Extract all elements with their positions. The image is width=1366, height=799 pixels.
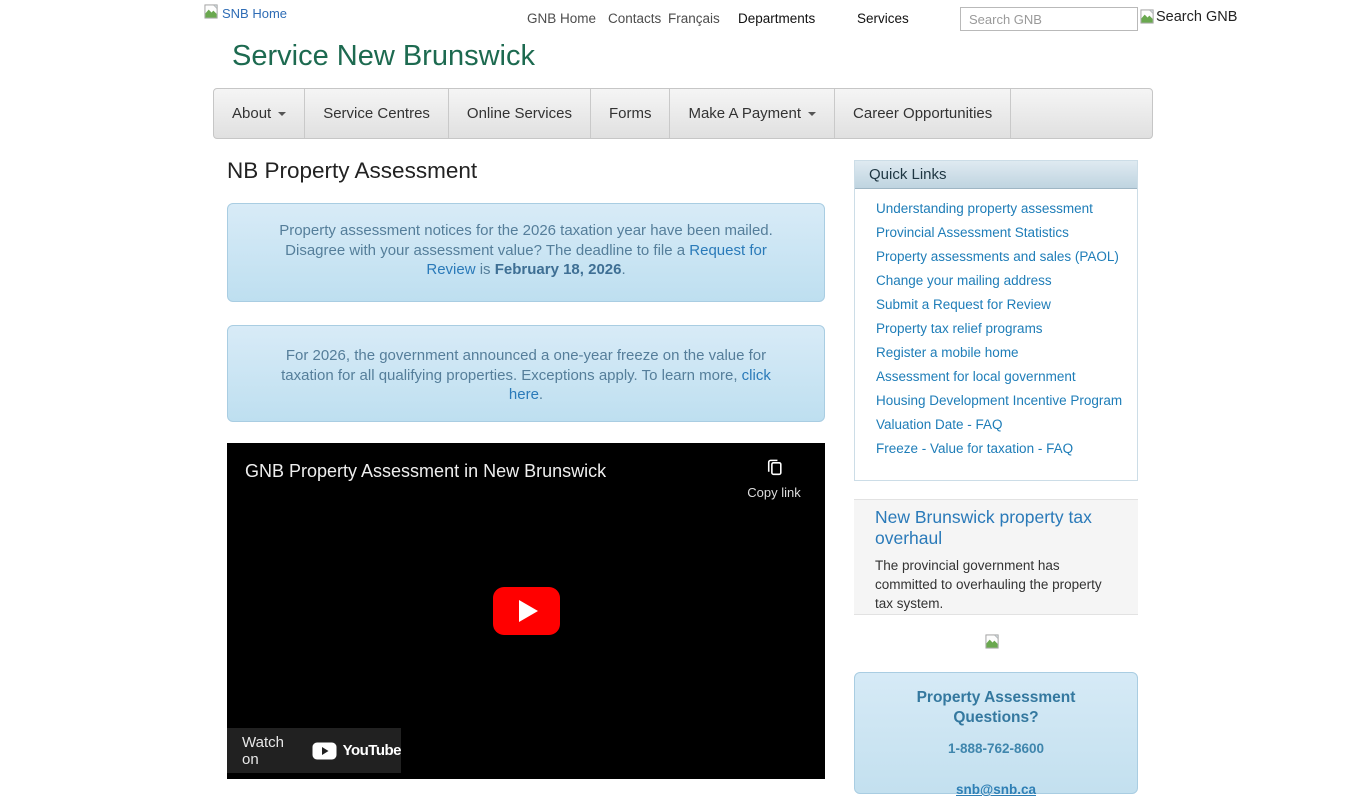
quick-link-change-mailing-address[interactable]: Change your mailing address: [876, 273, 1052, 288]
list-item: [855, 293, 1137, 317]
list-item: [855, 437, 1137, 461]
list-item: [855, 365, 1137, 389]
notice-text: Property assessment notices for the 2026 taxation year have been mailed. Disagree with your assessment value? The deadline to file a: [279, 222, 773, 259]
questions-email-link[interactable]: snb@snb.ca: [956, 782, 1036, 797]
chevron-down-icon: [808, 112, 816, 116]
video-title-link[interactable]: GNB Property Assessment in New Brunswick: [245, 461, 607, 481]
quick-link-assessment-local-government[interactable]: Assessment for local government: [876, 369, 1076, 384]
watch-on-label: Watch on: [242, 733, 284, 768]
snb-home-link[interactable]: [204, 4, 287, 22]
nav-item-label: Make A Payment: [688, 105, 802, 122]
copy-link-label: Copy link: [747, 485, 801, 500]
youtube-wordmark: YouTube: [342, 742, 401, 759]
toplink-contacts[interactable]: Contacts: [608, 11, 662, 26]
quick-link-freeze-value-taxation-faq[interactable]: Freeze - Value for taxation - FAQ: [876, 441, 1074, 456]
page-title: NB Property Assessment: [227, 158, 478, 183]
quick-links-panel: [854, 160, 1138, 481]
nav-item-make-a-payment[interactable]: [670, 89, 835, 138]
video-play-button[interactable]: [493, 587, 560, 635]
tax-overhaul-title-link[interactable]: New Brunswick property tax overhaul: [875, 507, 1092, 548]
freeze-notice-box: [227, 325, 825, 422]
search-input[interactable]: [960, 7, 1138, 31]
nav-item-label: Forms: [608, 105, 652, 122]
snb-home-label: SNB Home: [222, 5, 288, 21]
toplink-francais[interactable]: Français: [668, 11, 720, 26]
assessment-questions-panel: [854, 672, 1138, 797]
toplink-gnb-home[interactable]: GNB Home: [527, 11, 597, 26]
deadline-date: February 18, 2026: [494, 261, 622, 278]
assessment-notice-box: [227, 203, 825, 302]
list-item: [855, 341, 1137, 365]
quick-link-submit-request-for-review[interactable]: Submit a Request for Review: [876, 297, 1051, 312]
copy-link-button[interactable]: [741, 457, 807, 500]
questions-title: Property Assessment Questions?: [916, 689, 1076, 726]
main-navbar: [213, 88, 1153, 139]
nav-item-career-opportunities[interactable]: [835, 89, 1011, 138]
list-item: [855, 389, 1137, 413]
tax-overhaul-body: The provincial government has committed to overhauling the property tax system.: [875, 558, 1102, 611]
nav-item-label: Online Services: [466, 105, 572, 122]
list-item: [855, 221, 1137, 245]
list-item: [855, 413, 1137, 437]
nav-item-label: Career Opportunities: [853, 105, 993, 122]
quick-links-list: [855, 189, 1137, 461]
questions-phone: 1-888-762-8600: [947, 741, 1045, 756]
request-for-review-link[interactable]: Request for Review: [426, 241, 767, 278]
quick-link-property-tax-relief-programs[interactable]: Property tax relief programs: [876, 321, 1043, 336]
quick-link-register-mobile-home[interactable]: Register a mobile home: [876, 345, 1019, 360]
broken-image-icon: [1140, 9, 1155, 28]
watch-on-youtube-button[interactable]: [227, 728, 401, 773]
youtube-video-player[interactable]: [227, 443, 825, 779]
quick-links-title: Quick Links: [855, 161, 1137, 189]
broken-image-icon: [204, 4, 219, 22]
quick-link-valuation-date-faq[interactable]: Valuation Date - FAQ: [876, 417, 1003, 432]
tax-overhaul-panel: [854, 499, 1138, 615]
search-button-label: Search GNB: [1156, 9, 1238, 25]
notice-text: .: [538, 386, 544, 403]
search-button[interactable]: [1140, 9, 1237, 28]
quick-link-property-assessments-and-sales[interactable]: Property assessments and sales (PAOL): [876, 249, 1119, 264]
nav-item-service-centres[interactable]: [305, 89, 449, 138]
quick-link-provincial-assessment-statistics[interactable]: Provincial Assessment Statistics: [876, 225, 1069, 240]
toplink-services[interactable]: Services: [857, 11, 909, 26]
nav-item-label: About: [232, 105, 272, 122]
quick-link-understanding-property-assessment[interactable]: Understanding property assessment: [876, 201, 1093, 216]
list-item: [855, 245, 1137, 269]
nav-item-forms[interactable]: [591, 89, 671, 138]
notice-text: For 2026, the government announced a one-year freeze on the value for taxation for all qualifying properties. Exceptions apply. To learn more,: [281, 347, 767, 384]
site-title: Service New Brunswick: [232, 40, 535, 72]
list-item: [855, 269, 1137, 293]
quick-link-housing-development-incentive[interactable]: Housing Development Incentive Program: [876, 393, 1123, 408]
toplink-departments[interactable]: Departments: [738, 11, 816, 26]
notice-text: .: [621, 261, 626, 278]
nav-item-about[interactable]: [214, 89, 305, 138]
nav-item-label: Service Centres: [323, 105, 430, 122]
nav-item-online-services[interactable]: [449, 89, 591, 138]
notice-text: is: [475, 261, 495, 278]
list-item: [855, 317, 1137, 341]
list-item: [855, 197, 1137, 221]
broken-image-icon: [985, 634, 1000, 654]
chevron-down-icon: [278, 112, 286, 116]
copy-icon: [764, 457, 785, 478]
play-icon: [519, 600, 538, 622]
click-here-link[interactable]: click here: [508, 366, 771, 403]
youtube-icon: [312, 742, 337, 760]
